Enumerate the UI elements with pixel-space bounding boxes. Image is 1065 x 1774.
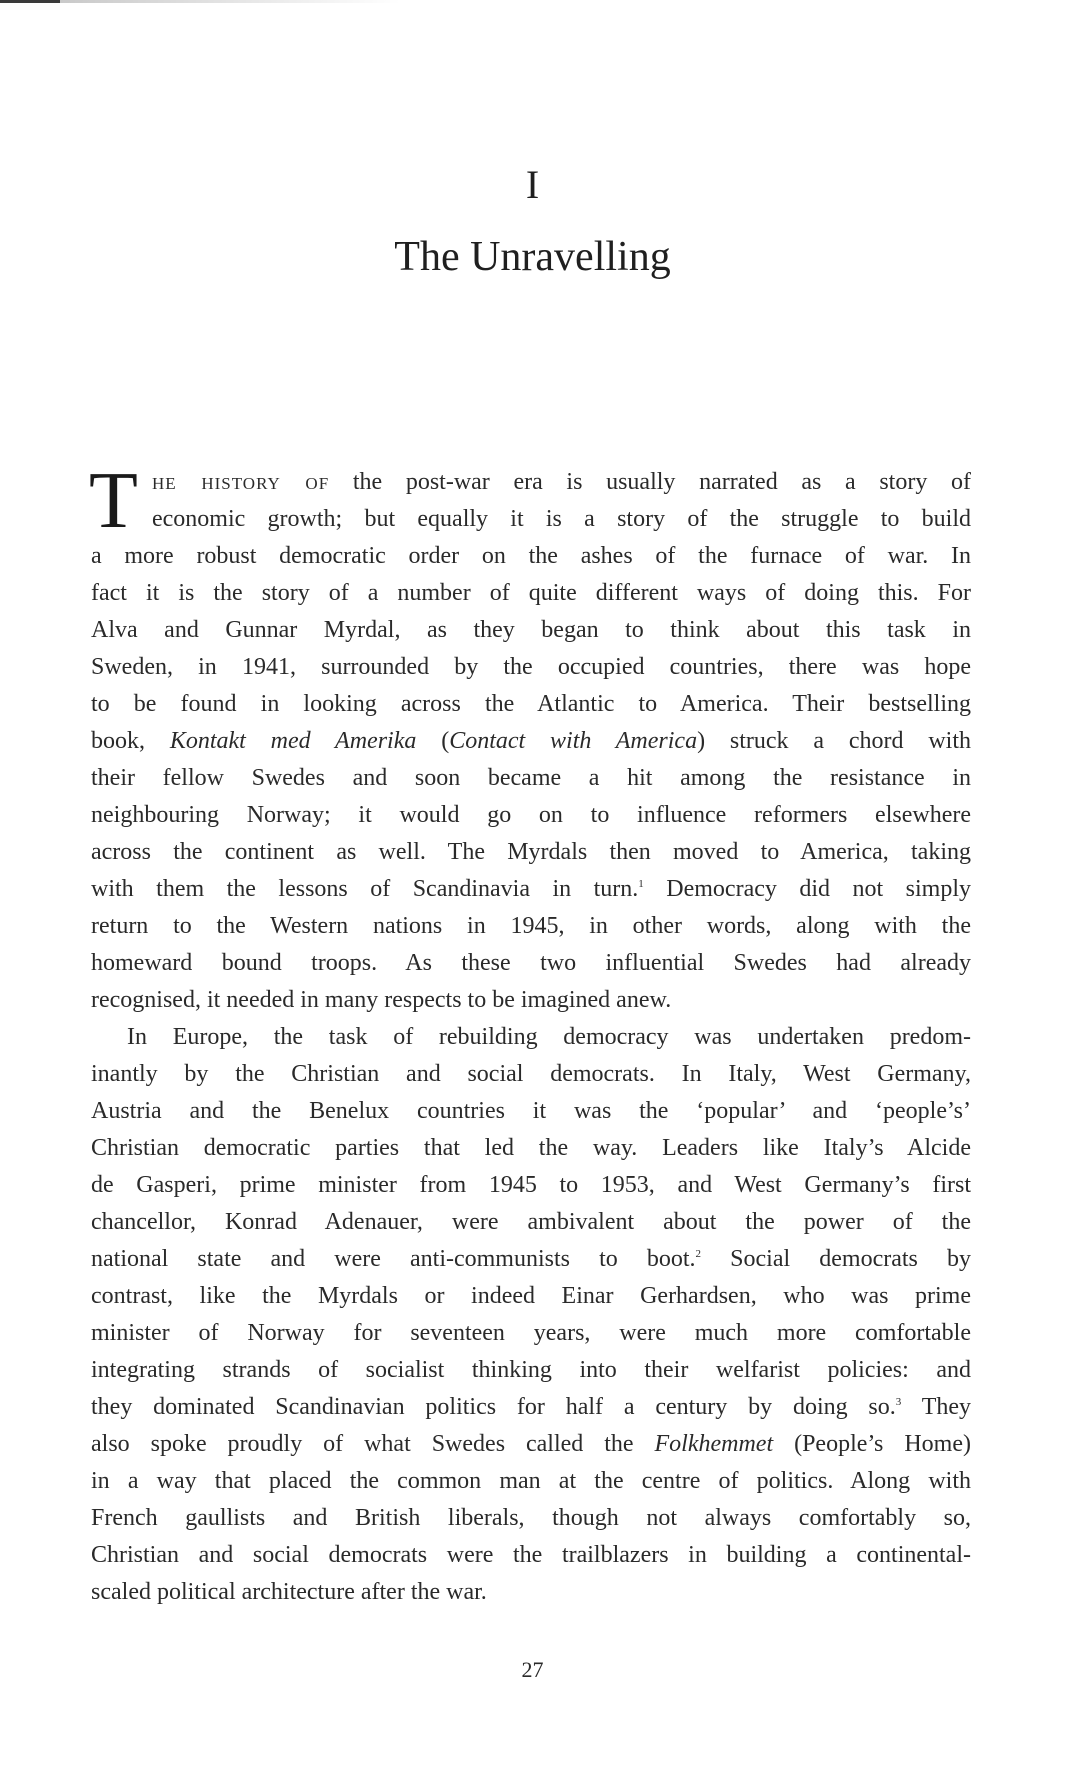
text-line: minister of Norway for seventeen years, were much more comfortable — [91, 1320, 971, 1346]
footnote-marker: 3 — [895, 1396, 902, 1408]
opening-smallcaps: he history of — [152, 469, 330, 495]
page-number: 27 — [521, 1657, 544, 1682]
text-fragment: national state and were anti-communists to boot. — [91, 1246, 696, 1272]
text-line: in a way that placed the common man at the centre of politics. Along with — [91, 1468, 971, 1494]
text-line — [91, 1389, 971, 1426]
text-line — [91, 723, 971, 760]
text-line: recognised, it needed in many respects to be imagined anew. — [91, 987, 672, 1013]
text-fragment: the post-war era is usually narrated as a story of — [352, 469, 971, 495]
term-italic: Folkhemmet — [654, 1431, 774, 1457]
drop-cap: T — [89, 457, 138, 545]
text-line: homeward bound troops. As these two influential Swedes had already — [91, 950, 971, 976]
text-line — [91, 464, 971, 501]
text-fragment: They — [921, 1394, 971, 1420]
text-line: inantly by the Christian and social democrats. In Italy, West Germany, — [91, 1061, 971, 1087]
text-line: Christian democratic parties that led the way. Leaders like Italy’s Alcide — [91, 1135, 971, 1161]
chapter-title: The Unravelling — [394, 234, 671, 280]
page-edge-rule — [0, 0, 1065, 3]
text-fragment: with them the lessons of Scandinavia in turn. — [91, 876, 639, 902]
text-fragment: book, — [91, 728, 145, 754]
text-line: Christian and social democrats were the trailblazers in building a continental- — [91, 1542, 971, 1568]
text-line: a more robust democratic order on the ashes of the furnace of war. In — [91, 543, 971, 569]
text-line: Alva and Gunnar Myrdal, as they began to think about this task in — [91, 617, 971, 643]
text-fragment: Democracy did not simply — [666, 876, 971, 902]
text-line: to be found in looking across the Atlantic to America. Their bestselling — [91, 691, 971, 717]
text-line: their fellow Swedes and soon became a hit among the resistance in — [91, 765, 971, 791]
body-text — [89, 457, 971, 1611]
text-line: across the continent as well. The Myrdals then moved to America, taking — [91, 839, 971, 865]
text-fragment: ( — [441, 728, 450, 754]
text-line: French gaullists and British liberals, though not always comfortably so, — [91, 1505, 971, 1531]
text-fragment: they dominated Scandinavian politics for half a century by doing so. — [91, 1394, 896, 1420]
book-title-translation-italic: Contact with America — [449, 728, 698, 754]
text-line — [91, 871, 971, 908]
text-line: Austria and the Benelux countries it was the ‘popular’ and ‘people’s’ — [91, 1098, 971, 1124]
text-line: contrast, like the Myrdals or indeed Einar Gerhardsen, who was prime — [91, 1283, 971, 1309]
text-fragment: (People’s Home) — [794, 1431, 971, 1457]
text-line — [91, 1241, 971, 1278]
text-fragment: also spoke proudly of what Swedes called the — [91, 1431, 634, 1457]
text-line: economic growth; but equally it is a story of the struggle to build — [152, 506, 971, 532]
text-line: fact it is the story of a number of quite different ways of doing this. For — [91, 580, 971, 606]
text-line: In Europe, the task of rebuilding democracy was undertaken predom- — [127, 1024, 971, 1050]
text-line: chancellor, Konrad Adenauer, were ambivalent about the power of the — [91, 1209, 971, 1235]
chapter-number: I — [525, 162, 540, 207]
text-line: return to the Western nations in 1945, in other words, along with the — [91, 913, 971, 939]
book-title-italic: Kontakt med Amerika — [169, 728, 417, 754]
text-line: neighbouring Norway; it would go on to influence reformers elsewhere — [91, 802, 971, 828]
text-line: scaled political architecture after the war. — [91, 1579, 487, 1605]
footnote-marker: 2 — [695, 1248, 702, 1260]
footnote-marker: 1 — [638, 878, 644, 890]
text-line: integrating strands of socialist thinking into their welfarist policies: and — [91, 1357, 971, 1383]
text-fragment: ) struck a chord with — [697, 728, 971, 754]
text-line: de Gasperi, prime minister from 1945 to 1953, and West Germany’s first — [91, 1172, 971, 1198]
text-line: Sweden, in 1941, surrounded by the occupied countries, there was hope — [91, 654, 971, 680]
text-line — [91, 1426, 971, 1463]
text-fragment: Social democrats by — [730, 1246, 971, 1272]
